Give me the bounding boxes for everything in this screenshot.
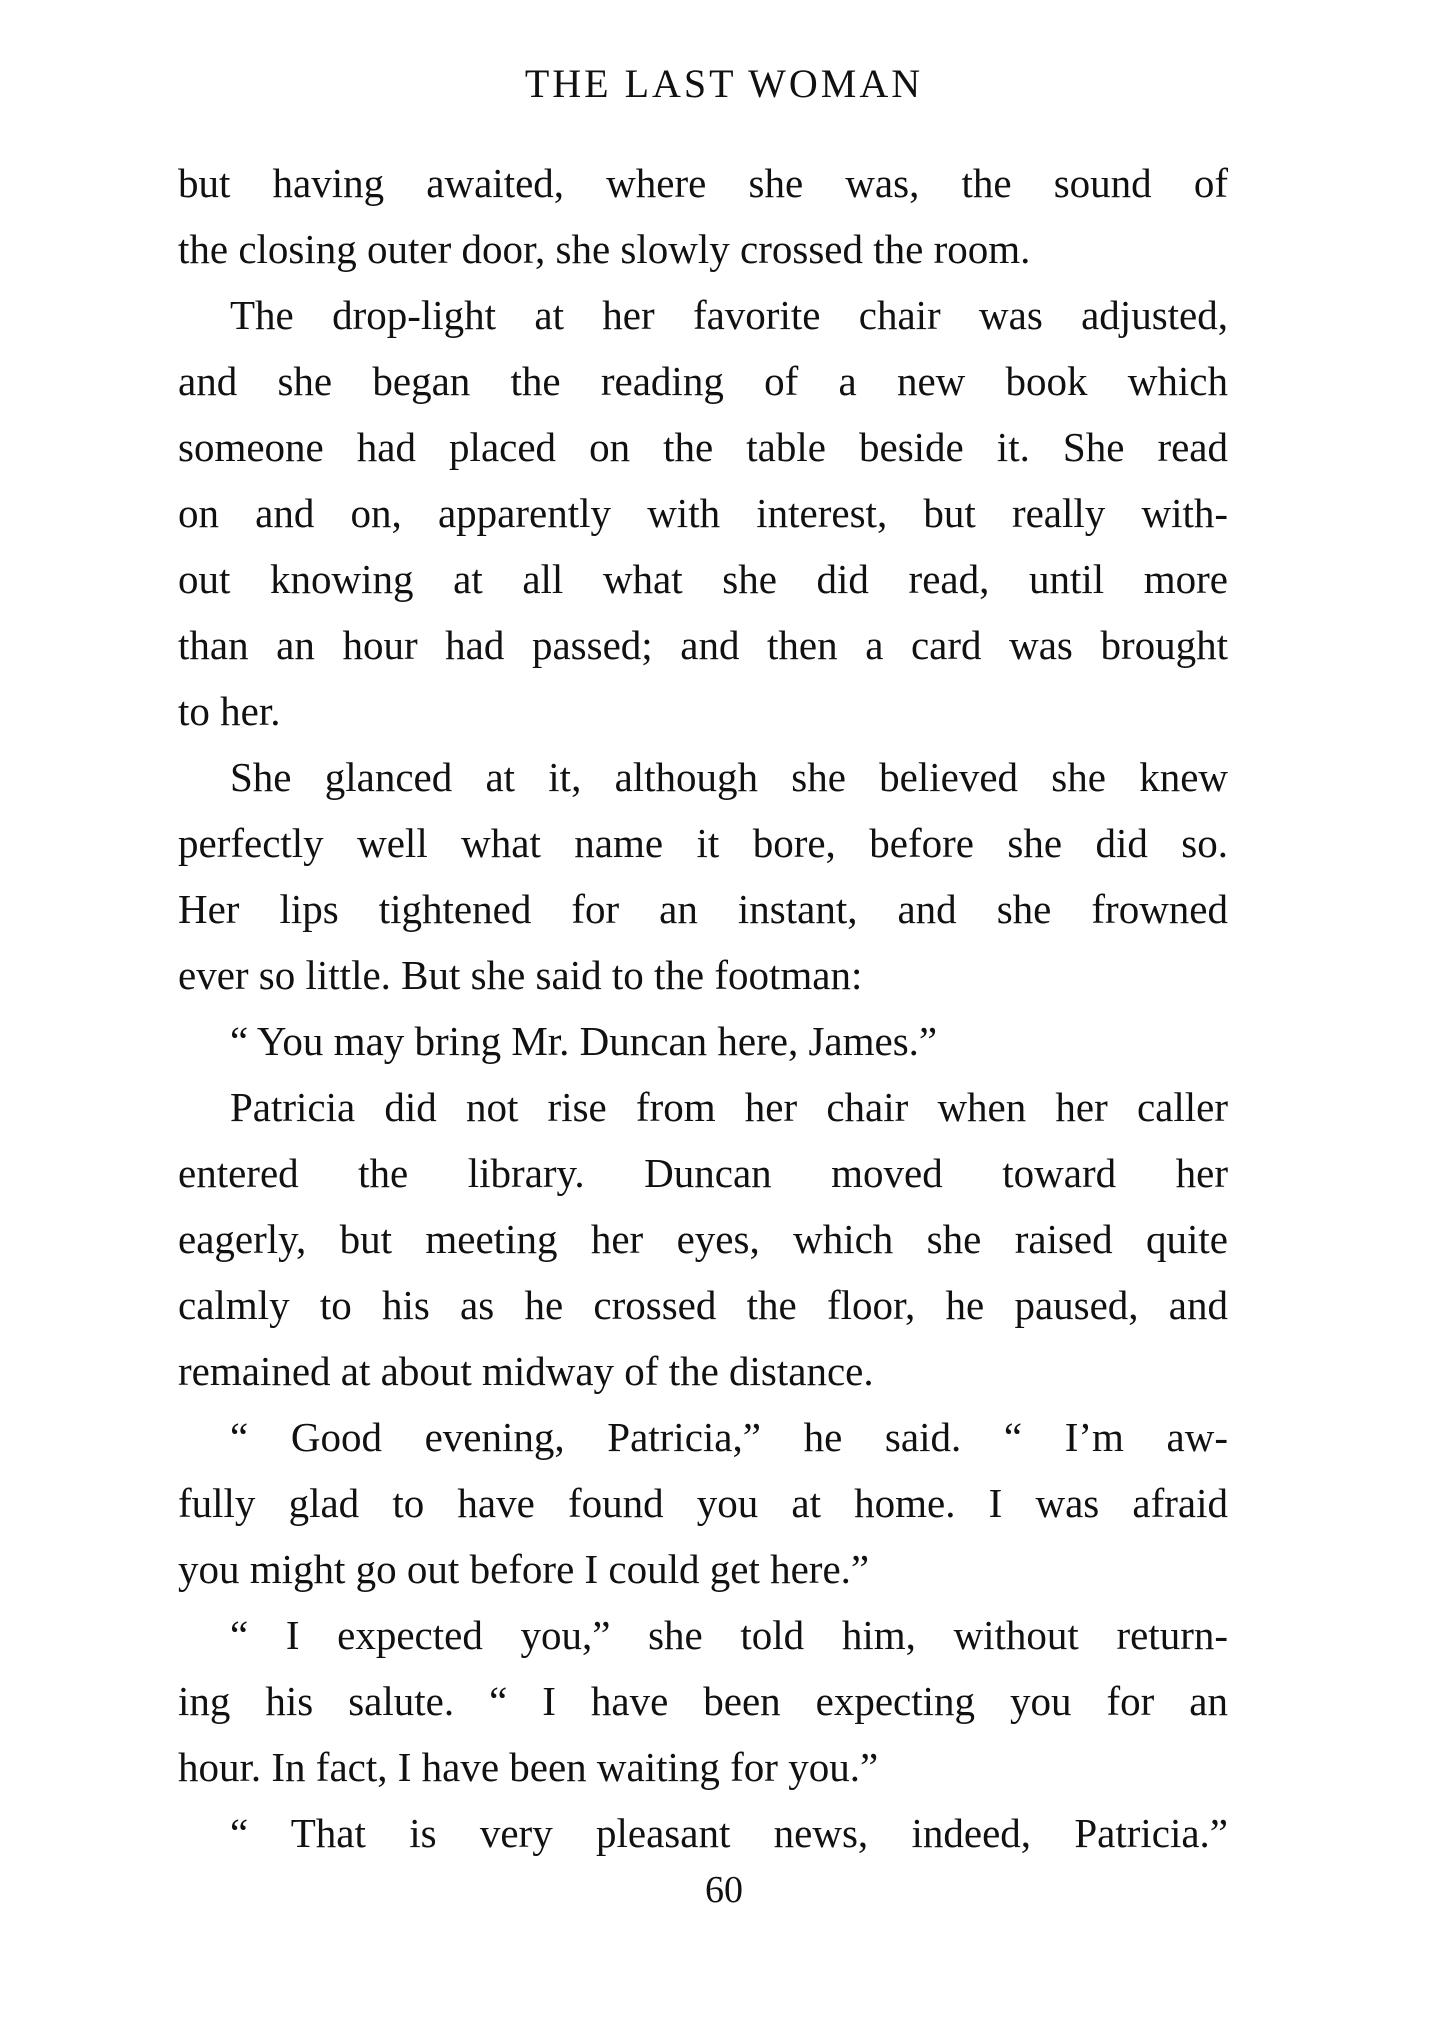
text-line: “ I expected you,” she told him, without return-: [230, 1612, 1228, 1658]
text-line: and she began the reading of a new book which: [178, 358, 1228, 404]
text-line: to her.: [178, 688, 281, 734]
text-line: out knowing at all what she did read, until more: [178, 556, 1228, 602]
text-line: “ That is very pleasant news, indeed, Patricia.”: [230, 1810, 1228, 1856]
text-line: someone had placed on the table beside it. She read: [178, 424, 1228, 470]
text-line: “ You may bring Mr. Duncan here, James.”: [230, 1018, 938, 1064]
page-number: 60: [705, 1869, 743, 1911]
text-line: the closing outer door, she slowly crossed the room.: [178, 226, 1031, 272]
text-line: She glanced at it, although she believed she knew: [230, 754, 1228, 800]
text-line: calmly to his as he crossed the floor, he paused, and: [178, 1282, 1228, 1328]
text-line: “ Good evening, Patricia,” he said. “ I’m aw-: [230, 1414, 1228, 1460]
text-line: Patricia did not rise from her chair when her caller: [230, 1084, 1228, 1130]
text-line: perfectly well what name it bore, before she did so.: [178, 820, 1228, 866]
running-head: THE LAST WOMAN: [524, 61, 924, 106]
text-line: ever so little. But she said to the footman:: [178, 952, 863, 998]
text-line: ing his salute. “ I have been expecting you for an: [178, 1678, 1228, 1724]
text-line: than an hour had passed; and then a card was brought: [178, 622, 1228, 668]
text-line: The drop-light at her favorite chair was adjusted,: [230, 292, 1228, 338]
text-line: fully glad to have found you at home. I was afraid: [178, 1480, 1228, 1526]
text-line: you might go out before I could get here.”: [178, 1546, 870, 1592]
text-line: entered the library. Duncan moved toward her: [178, 1150, 1228, 1196]
text-line: Her lips tightened for an instant, and she frowned: [178, 886, 1228, 932]
text-line: remained at about midway of the distance.: [178, 1348, 874, 1394]
body-text: [178, 150, 1228, 1866]
text-line: but having awaited, where she was, the sound of: [178, 160, 1228, 206]
text-line: hour. In fact, I have been waiting for you.”: [178, 1744, 879, 1790]
text-line: eagerly, but meeting her eyes, which she raised quite: [178, 1216, 1228, 1262]
text-line: on and on, apparently with interest, but really with-: [178, 490, 1228, 536]
